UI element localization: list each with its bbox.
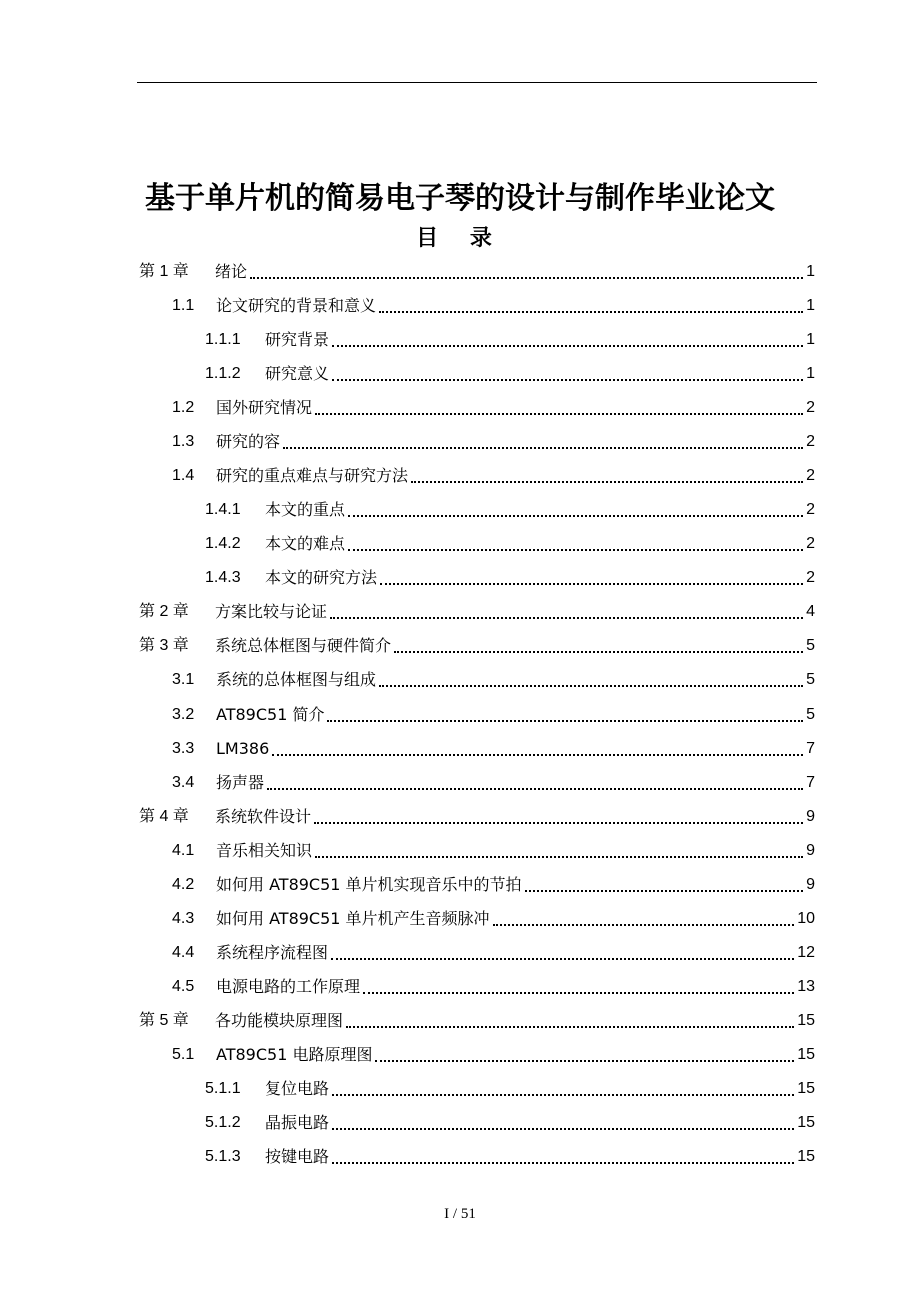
toc-entry[interactable] — [172, 459, 815, 493]
toc-entry-label: 如何用 AT89C51 单片机实现音乐中的节拍 — [216, 874, 522, 894]
toc-entry-label: 按键电路 — [265, 1147, 330, 1167]
toc-entry[interactable] — [172, 902, 815, 936]
toc-entry[interactable] — [205, 1106, 815, 1140]
toc-leader-dots — [375, 1060, 794, 1062]
toc-entry-page: 5 — [806, 637, 815, 655]
document-title: 基于单片机的简易电子琴的设计与制作毕业论文 — [145, 181, 775, 216]
toc-entry-label: 本文的难点 — [265, 534, 346, 554]
toc-entry-label: 研究背景 — [265, 330, 330, 350]
toc-entry-page: 1 — [806, 365, 815, 383]
toc-entry[interactable] — [172, 1038, 815, 1072]
toc-entry-label: 音乐相关知识 — [216, 840, 313, 860]
toc-entry-page: 2 — [806, 467, 815, 485]
toc-entry-number: 1.4.3 — [205, 569, 241, 587]
toc-entry-label: AT89C51 简介 — [216, 704, 325, 724]
toc-entry-page: 2 — [806, 535, 815, 553]
toc-entry-label: 本文的重点 — [265, 500, 346, 520]
toc-entry-label: 各功能模块原理图 — [215, 1010, 344, 1030]
toc-leader-dots — [315, 413, 803, 415]
toc-entry-number: 第 2 章 — [139, 603, 189, 621]
toc-entry[interactable] — [205, 561, 815, 595]
toc-leader-dots — [332, 379, 803, 381]
toc-entry-number: 1.1 — [172, 297, 195, 315]
toc-entry[interactable] — [172, 868, 815, 902]
toc-entry[interactable] — [139, 1004, 815, 1038]
toc-entry-label: 系统软件设计 — [215, 806, 312, 826]
toc-entry[interactable] — [172, 732, 815, 766]
toc-entry[interactable] — [172, 970, 815, 1004]
toc-entry-number: 第 5 章 — [139, 1011, 189, 1029]
toc-leader-dots — [250, 277, 803, 279]
toc-entry-number: 第 3 章 — [139, 637, 189, 655]
toc-entry-label: 如何用 AT89C51 单片机产生音频脉冲 — [216, 908, 490, 928]
toc-entry-label: 扬声器 — [216, 772, 265, 792]
toc-entry[interactable] — [172, 425, 815, 459]
toc-entry[interactable] — [172, 834, 815, 868]
toc-entry-number: 4.4 — [172, 943, 195, 961]
toc-entry-number: 4.5 — [172, 977, 195, 995]
toc-entry-number: 5.1.2 — [205, 1114, 241, 1131]
toc-leader-dots — [272, 754, 803, 756]
toc-leader-dots — [332, 1094, 794, 1096]
toc-entry-page: 2 — [806, 501, 815, 519]
toc-entry-label: 晶振电路 — [265, 1113, 330, 1132]
toc-leader-dots — [346, 1026, 794, 1028]
toc-entry-page: 9 — [806, 841, 815, 859]
toc-heading: 目 录 — [416, 226, 504, 251]
toc-entry-page: 1 — [806, 331, 815, 349]
toc-entry-number: 1.4.2 — [205, 535, 241, 553]
toc-entry[interactable] — [139, 595, 815, 629]
toc-entry-page: 1 — [806, 263, 815, 280]
toc-entry-page: 7 — [806, 739, 815, 757]
toc-entry-number: 4.1 — [172, 841, 195, 859]
toc-leader-dots — [332, 345, 803, 347]
toc-entry-label: 系统总体框图与硬件简介 — [215, 636, 392, 656]
toc-entry-label: LM386 — [216, 738, 270, 758]
toc-leader-dots — [493, 924, 795, 926]
toc-entry-label: AT89C51 电路原理图 — [216, 1044, 373, 1064]
toc-leader-dots — [331, 958, 794, 960]
toc-leader-dots — [283, 447, 803, 449]
toc-entry-page: 2 — [806, 569, 815, 587]
toc-entry[interactable] — [205, 323, 815, 357]
toc-entry-label: 本文的研究方法 — [265, 568, 378, 588]
toc-entry-label: 研究的重点难点与研究方法 — [216, 466, 409, 486]
toc-entry-page: 5 — [806, 705, 815, 723]
toc-leader-dots — [380, 583, 803, 585]
page-footer: I / 51 — [444, 1206, 476, 1222]
toc-entry-page: 9 — [806, 807, 815, 825]
toc-entry-page: 9 — [806, 875, 815, 893]
toc-entry-page: 15 — [797, 1079, 815, 1097]
toc-entry-page: 15 — [797, 1114, 815, 1131]
toc-entry-label: 国外研究情况 — [216, 398, 313, 418]
toc-entry[interactable] — [205, 1140, 815, 1174]
toc-entry-number: 5.1.1 — [205, 1079, 241, 1097]
toc-entry[interactable] — [205, 357, 815, 391]
toc-entry-number: 1.4 — [172, 467, 195, 485]
toc-entry-number: 1.3 — [172, 433, 195, 451]
toc-entry[interactable] — [172, 698, 815, 732]
toc-entry-number: 1.1.2 — [205, 365, 241, 383]
toc-entry[interactable] — [205, 527, 815, 561]
toc-entry-page: 15 — [797, 1011, 815, 1029]
toc-entry-page: 5 — [806, 671, 815, 689]
toc-entry[interactable] — [205, 493, 815, 527]
toc-entry-page: 2 — [806, 433, 815, 451]
toc-leader-dots — [267, 788, 803, 790]
toc-entry-label: 论文研究的背景和意义 — [216, 296, 377, 316]
toc-entry-number: 第 1 章 — [139, 263, 189, 280]
toc-entry[interactable] — [205, 1072, 815, 1106]
toc-entry-page: 7 — [806, 773, 815, 791]
toc-entry-number: 1.2 — [172, 399, 195, 417]
toc-leader-dots — [330, 617, 803, 619]
toc-entry-page: 4 — [806, 603, 815, 621]
toc-leader-dots — [315, 856, 803, 858]
toc-entry-number: 3.2 — [172, 705, 195, 723]
toc-leader-dots — [314, 822, 803, 824]
toc-entry[interactable] — [172, 289, 815, 323]
toc-entry-label: 系统的总体框图与组成 — [216, 670, 377, 690]
toc-entry-number: 3.3 — [172, 739, 195, 757]
toc-leader-dots — [327, 720, 803, 722]
toc-entry-page: 10 — [797, 909, 815, 927]
toc-entry-number: 3.1 — [172, 671, 195, 689]
toc-entry-number: 5.1 — [172, 1045, 195, 1063]
toc-entry[interactable] — [172, 766, 815, 800]
toc-entry-page: 12 — [797, 943, 815, 961]
toc-leader-dots — [394, 651, 803, 653]
toc-entry-number: 5.1.3 — [205, 1148, 241, 1166]
toc-entry-number: 3.4 — [172, 773, 195, 791]
toc-entry[interactable] — [172, 391, 815, 425]
header-rule — [137, 82, 817, 83]
toc-entry-label: 方案比较与论证 — [215, 602, 328, 622]
toc-entry-page: 1 — [806, 297, 815, 315]
toc-entry-number: 第 4 章 — [139, 807, 189, 825]
toc-entry-page: 2 — [806, 399, 815, 417]
toc-entry[interactable] — [139, 255, 815, 289]
toc-entry-number: 4.2 — [172, 875, 195, 893]
toc-entry-page: 15 — [797, 1045, 815, 1063]
toc-leader-dots — [379, 685, 803, 687]
toc-entry-page: 13 — [797, 977, 815, 995]
toc-entry[interactable] — [139, 800, 815, 834]
toc-leader-dots — [411, 481, 803, 483]
toc-entry-number: 1.4.1 — [205, 501, 241, 519]
toc-leader-dots — [332, 1162, 794, 1164]
toc-entry-number: 1.1.1 — [205, 331, 241, 349]
toc-entry[interactable] — [172, 936, 815, 970]
toc-leader-dots — [348, 549, 803, 551]
toc-entry-page: 15 — [797, 1148, 815, 1166]
toc-entry-label: 绪论 — [215, 262, 248, 281]
toc-entry[interactable] — [172, 663, 815, 697]
toc-entry-number: 4.3 — [172, 909, 195, 927]
toc-entry-label: 复位电路 — [265, 1078, 330, 1098]
toc-leader-dots — [363, 992, 794, 994]
toc-leader-dots — [379, 311, 803, 313]
toc-entry-label: 系统程序流程图 — [216, 942, 329, 962]
toc-leader-dots — [348, 515, 803, 517]
toc-leader-dots — [332, 1128, 794, 1130]
toc-leader-dots — [525, 890, 804, 892]
toc-entry-label: 研究意义 — [265, 364, 330, 384]
toc-entry-label: 研究的容 — [216, 432, 281, 452]
toc-entry-label: 电源电路的工作原理 — [216, 976, 361, 996]
toc-entry[interactable] — [139, 629, 815, 663]
